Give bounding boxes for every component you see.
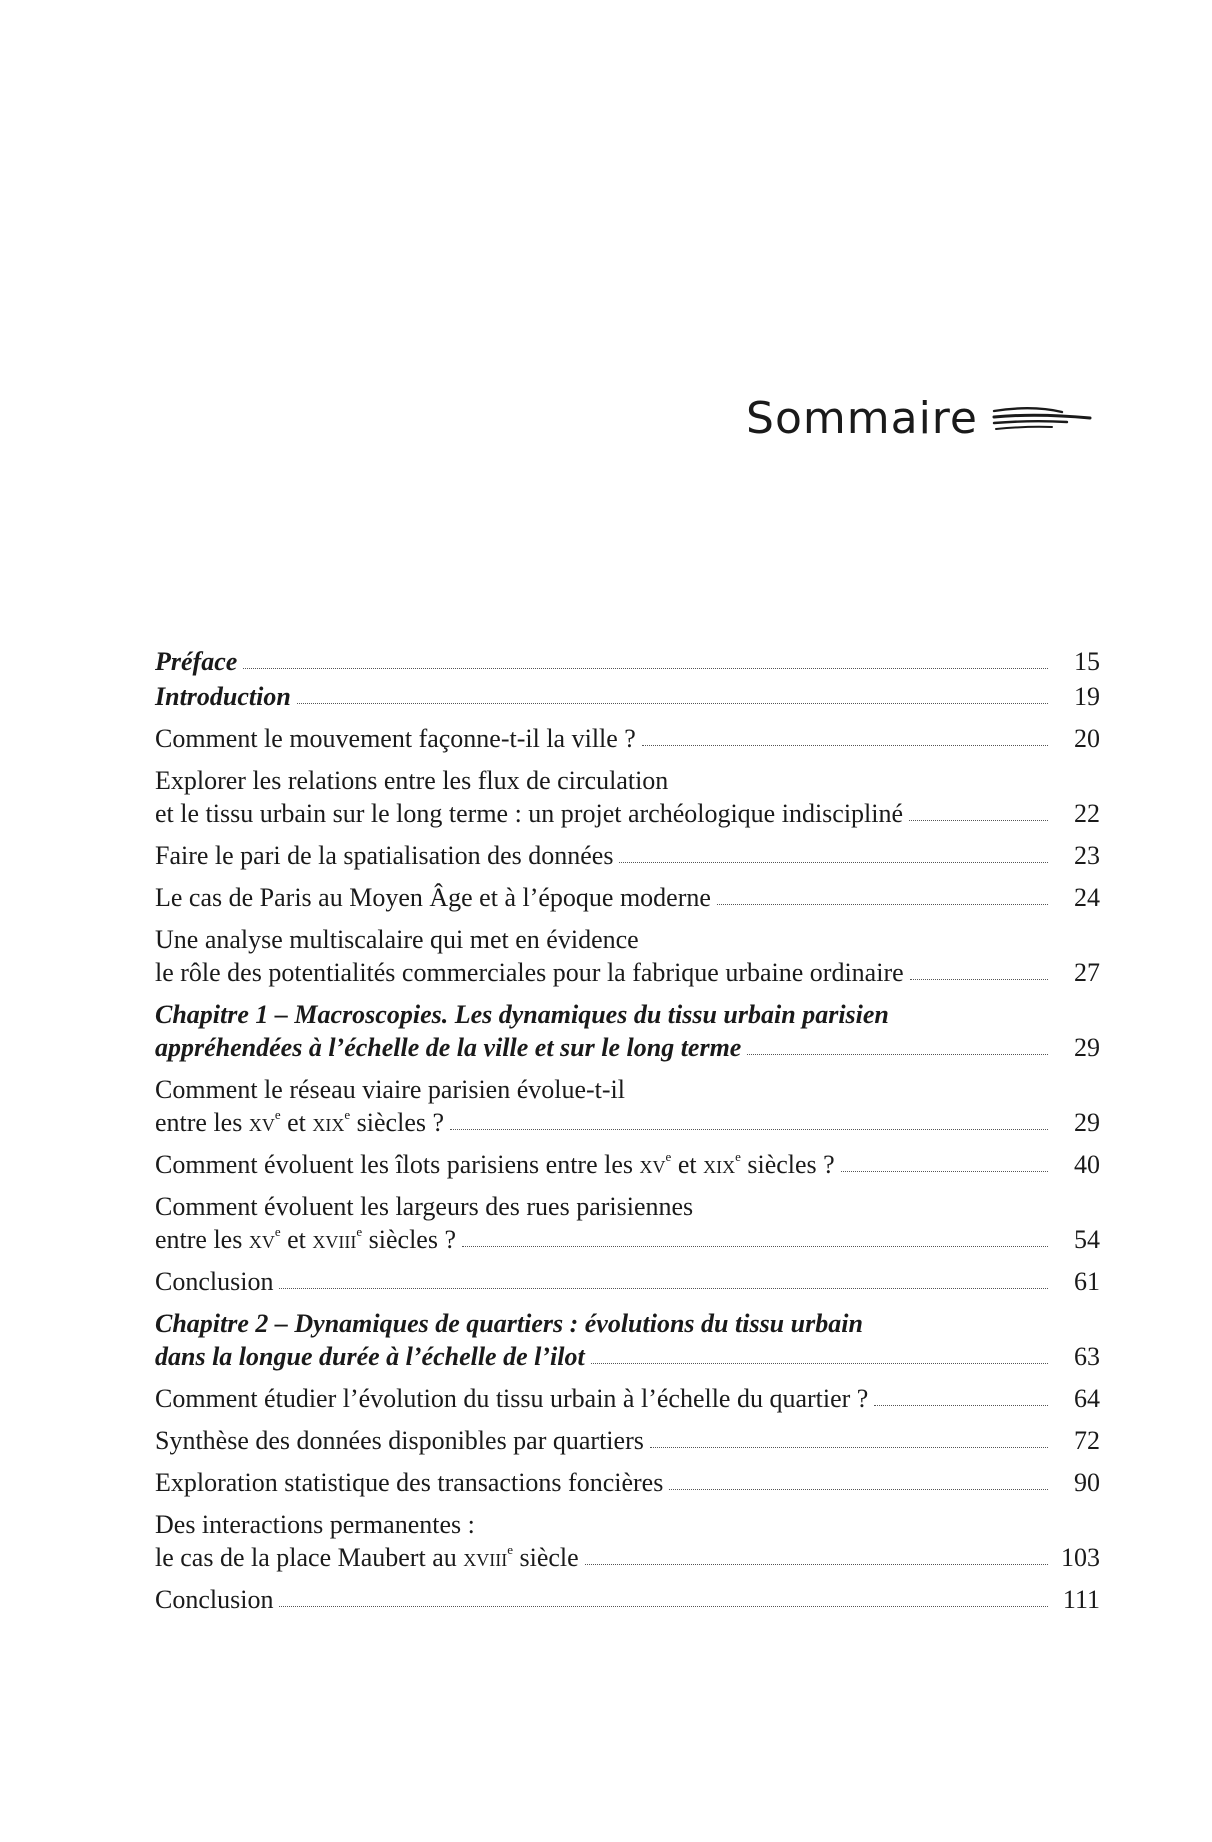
toc-entry[interactable] <box>155 645 1100 678</box>
toc-entry-title <box>155 1466 663 1499</box>
page-number: 22 <box>1074 799 1100 828</box>
toc-entry[interactable] <box>155 839 1100 872</box>
page-number: 61 <box>1074 1267 1100 1296</box>
title-segment: Conclusion <box>155 1585 274 1614</box>
dot-leader <box>279 1288 1048 1289</box>
page-number: 64 <box>1074 1384 1100 1413</box>
title-ornament-icon <box>992 393 1092 444</box>
toc-entry[interactable] <box>155 1073 1100 1139</box>
toc-entry[interactable] <box>155 1466 1100 1499</box>
title-segment: et <box>671 1150 704 1179</box>
page-number: 29 <box>1074 1108 1100 1137</box>
title-segment: et <box>280 1225 313 1254</box>
page-number: 24 <box>1074 883 1100 912</box>
toc-entry[interactable] <box>155 998 1100 1064</box>
page-title <box>746 393 1092 444</box>
superscript: e <box>507 1542 513 1557</box>
page-number: 15 <box>1074 647 1100 676</box>
page-number: 63 <box>1074 1342 1100 1371</box>
toc-entry[interactable] <box>155 722 1100 755</box>
toc-entry-title <box>155 1265 273 1298</box>
toc-entry-title <box>155 680 291 713</box>
toc-entry-title-line: Une analyse multiscalaire qui met en évidence <box>155 925 639 954</box>
dot-leader <box>717 904 1048 905</box>
title-segment: et <box>280 1108 313 1137</box>
toc-entry-title <box>155 1541 579 1574</box>
page-number: 111 <box>1062 1585 1100 1614</box>
title-segment: xv <box>248 1225 275 1254</box>
toc-entry-title <box>155 1148 835 1181</box>
title-segment: appréhendées à l’échelle de la ville et sur le long terme <box>155 1033 742 1062</box>
title-segment: siècles ? <box>740 1150 835 1179</box>
title-segment: siècles ? <box>350 1108 445 1137</box>
page-number: 103 <box>1061 1543 1100 1572</box>
dot-leader <box>841 1171 1048 1172</box>
table-of-contents <box>155 645 1100 1616</box>
page-number: 19 <box>1074 682 1100 711</box>
superscript: e <box>356 1224 363 1239</box>
title-segment: xv <box>248 1108 275 1137</box>
toc-entry-title <box>155 956 904 989</box>
toc-entry-title-line: Chapitre 2 – Dynamiques de quartiers : évolutions du tissu urbain <box>155 1309 863 1338</box>
title-segment: siècles ? <box>362 1225 456 1254</box>
toc-entry-title <box>155 1382 868 1415</box>
dot-leader <box>279 1606 1048 1607</box>
title-segment: Comment le mouvement façonne-t-il la ville ? <box>155 724 636 753</box>
page-number: 72 <box>1074 1426 1100 1455</box>
toc-entry-title-line: Comment le réseau viaire parisien évolue-t-il <box>155 1075 625 1104</box>
title-segment: le cas de la place Maubert au <box>155 1543 464 1572</box>
toc-entry-title <box>155 839 613 872</box>
superscript: e <box>274 1224 281 1239</box>
toc-entry[interactable] <box>155 764 1100 830</box>
superscript: e <box>735 1149 741 1164</box>
title-segment: xix <box>703 1150 736 1179</box>
title-segment: Introduction <box>155 682 291 711</box>
title-segment: Faire le pari de la spatialisation des données <box>155 841 614 870</box>
superscript: e <box>344 1107 351 1122</box>
title-segment: Synthèse des données disponibles par quartiers <box>155 1426 644 1455</box>
toc-entry[interactable] <box>155 1424 1100 1457</box>
title-segment: Exploration statistique des transactions foncières <box>155 1468 664 1497</box>
toc-entry-title <box>155 1340 585 1373</box>
page-number: 27 <box>1074 958 1100 987</box>
page-number: 29 <box>1074 1033 1100 1062</box>
title-segment: siècle <box>513 1543 579 1572</box>
page-number: 54 <box>1074 1225 1100 1254</box>
toc-entry[interactable] <box>155 1265 1100 1298</box>
page-number: 40 <box>1074 1150 1100 1179</box>
title-segment: Conclusion <box>155 1267 274 1296</box>
title-segment: Préface <box>155 647 238 676</box>
dot-leader <box>910 979 1048 980</box>
superscript: e <box>665 1149 672 1164</box>
toc-entry[interactable] <box>155 1190 1100 1256</box>
title-segment: xviii <box>312 1225 357 1254</box>
toc-entry[interactable] <box>155 881 1100 914</box>
toc-entry-title <box>155 1106 444 1139</box>
toc-entry-title <box>155 881 711 914</box>
title-segment: Le cas de Paris au Moyen Âge et à l’époque moderne <box>155 883 711 912</box>
dot-leader <box>297 703 1048 704</box>
title-segment: Comment évoluent les îlots parisiens entre les <box>155 1150 640 1179</box>
superscript: e <box>274 1107 281 1122</box>
toc-entry-title <box>155 1424 644 1457</box>
toc-entry[interactable] <box>155 1307 1100 1373</box>
title-segment: dans la longue durée à l’échelle de l’ilot <box>155 1342 585 1371</box>
dot-leader <box>591 1363 1048 1364</box>
title-segment: xv <box>639 1150 666 1179</box>
toc-entry-title-line: Des interactions permanentes : <box>155 1510 475 1539</box>
dot-leader <box>642 745 1048 746</box>
dot-leader <box>909 820 1048 821</box>
toc-entry-title-line: Explorer les relations entre les flux de circulation <box>155 766 669 795</box>
toc-entry[interactable] <box>155 923 1100 989</box>
dot-leader <box>585 1564 1048 1565</box>
dot-leader <box>669 1489 1048 1490</box>
dot-leader <box>462 1246 1048 1247</box>
toc-entry-title <box>155 722 636 755</box>
toc-entry-title <box>155 1223 456 1256</box>
page-title-text: Sommaire <box>746 393 978 444</box>
dot-leader <box>650 1447 1048 1448</box>
page-number: 23 <box>1074 841 1100 870</box>
toc-entry-title-line: Comment évoluent les largeurs des rues parisiennes <box>155 1192 694 1221</box>
dot-leader <box>450 1129 1048 1130</box>
title-segment: Comment étudier l’évolution du tissu urbain à l’échelle du quartier ? <box>155 1384 869 1413</box>
page-number: 90 <box>1074 1468 1100 1497</box>
toc-entry[interactable] <box>155 1508 1100 1574</box>
dot-leader <box>619 862 1048 863</box>
toc-entry-title <box>155 1031 741 1064</box>
title-segment: xviii <box>463 1543 508 1572</box>
dot-leader <box>243 668 1048 669</box>
toc-entry[interactable] <box>155 1148 1100 1181</box>
toc-entry-title <box>155 645 237 678</box>
dot-leader <box>874 1405 1048 1406</box>
title-segment: entre les <box>155 1108 249 1137</box>
title-segment: entre les <box>155 1225 249 1254</box>
dot-leader <box>747 1054 1048 1055</box>
page-number: 20 <box>1074 724 1100 753</box>
title-segment: le rôle des potentialités commerciales pour la fabrique urbaine ordinaire <box>155 958 904 987</box>
title-segment: xix <box>312 1108 345 1137</box>
toc-entry-title <box>155 797 903 830</box>
toc-entry[interactable] <box>155 680 1100 713</box>
title-segment: et le tissu urbain sur le long terme : un projet archéologique indiscipliné <box>155 799 904 828</box>
toc-entry[interactable] <box>155 1583 1100 1616</box>
toc-entry-title <box>155 1583 273 1616</box>
toc-entry[interactable] <box>155 1382 1100 1415</box>
toc-entry-title-line: Chapitre 1 – Macroscopies. Les dynamiques du tissu urbain parisien <box>155 1000 889 1029</box>
